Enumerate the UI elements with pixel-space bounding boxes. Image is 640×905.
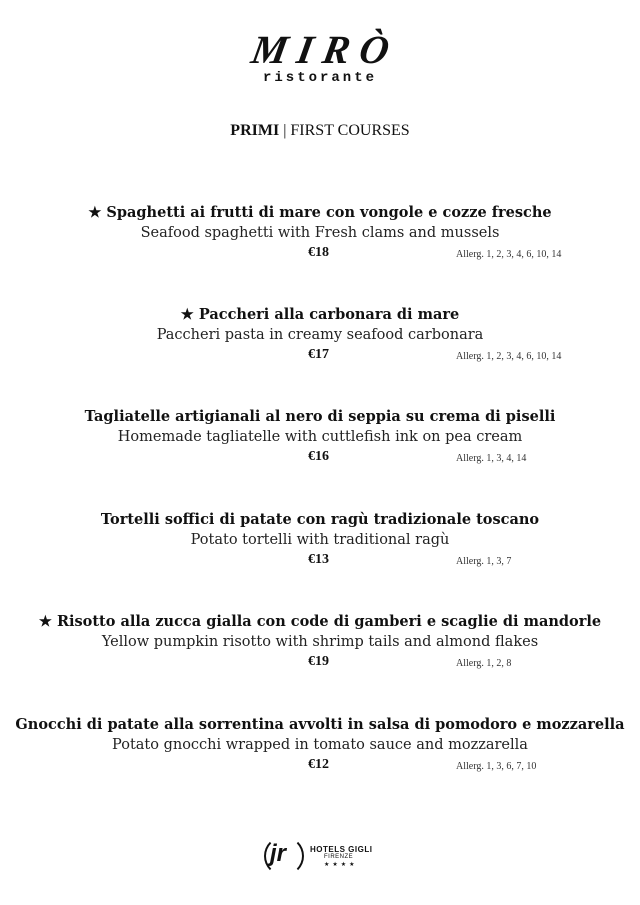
restaurant-logo [0,27,640,86]
item-price: €16 [308,449,329,464]
logo-stars: ★★★★ [324,861,358,868]
logo-name: MIRÒ [247,27,403,72]
menu-item [0,715,640,772]
item-description: Yellow pumpkin risotto with shrimp tails and almond flakes [101,634,539,650]
item-description: Paccheri pasta in creamy seafood carbonara [156,327,484,343]
item-title: Tagliatelle artigianali al nero di seppia su crema di piselli [84,408,556,425]
item-price: €12 [308,757,329,772]
item-description: Potato gnocchi wrapped in tomato sauce and mozzarella [112,737,528,753]
item-description: Seafood spaghetti with Fresh clams and mussels [140,225,500,241]
heading-bold: PRIMI [230,122,280,139]
logo-subtitle: ristorante [262,70,377,86]
item-price: €18 [308,245,329,260]
section-heading [0,122,640,140]
menu-item [0,510,640,567]
logo-brand: HOTELS GIGLI [310,845,373,854]
item-title: Gnocchi di patate alla sorrentina avvolti in salsa di pomodoro e mozzarella [15,716,625,733]
item-allergens: Allerg. 1, 3, 6, 7, 10 [456,761,537,772]
item-allergens: Allerg. 1, 2, 3, 4, 6, 10, 14 [456,351,562,362]
item-title: ★ Spaghetti ai frutti di mare con vongole e cozze fresche [88,204,552,221]
item-description: Homemade tagliatelle with cuttlefish ink on pea cream [117,429,523,445]
item-allergens: Allerg. 1, 2, 3, 4, 6, 10, 14 [456,249,562,260]
logo-city: FIRENZE [324,854,354,860]
item-price: €13 [308,552,329,567]
menu-item [0,305,640,362]
item-price: €19 [308,654,329,669]
item-title: Tortelli soffici di patate con ragù tradizionale toscano [100,511,540,528]
item-title: ★ Paccheri alla carbonara di mare [180,306,460,323]
item-title: ★ Risotto alla zucca gialla con code di gamberi e scaglie di mandorle [38,613,602,630]
menu-item [0,203,640,260]
logo-monogram: jr [270,840,287,867]
item-description: Potato tortelli with traditional ragù [190,532,450,548]
item-allergens: Allerg. 1, 3, 7 [456,556,512,567]
heading-separator: | [279,122,291,139]
menu-item [0,407,640,464]
item-allergens: Allerg. 1, 2, 8 [456,658,512,669]
item-price: €17 [308,347,329,362]
menu-item [0,612,640,669]
hotels-gigli-logo [264,836,384,881]
item-allergens: Allerg. 1, 3, 4, 14 [456,453,527,464]
heading-rest: FIRST COURSES [290,122,410,139]
